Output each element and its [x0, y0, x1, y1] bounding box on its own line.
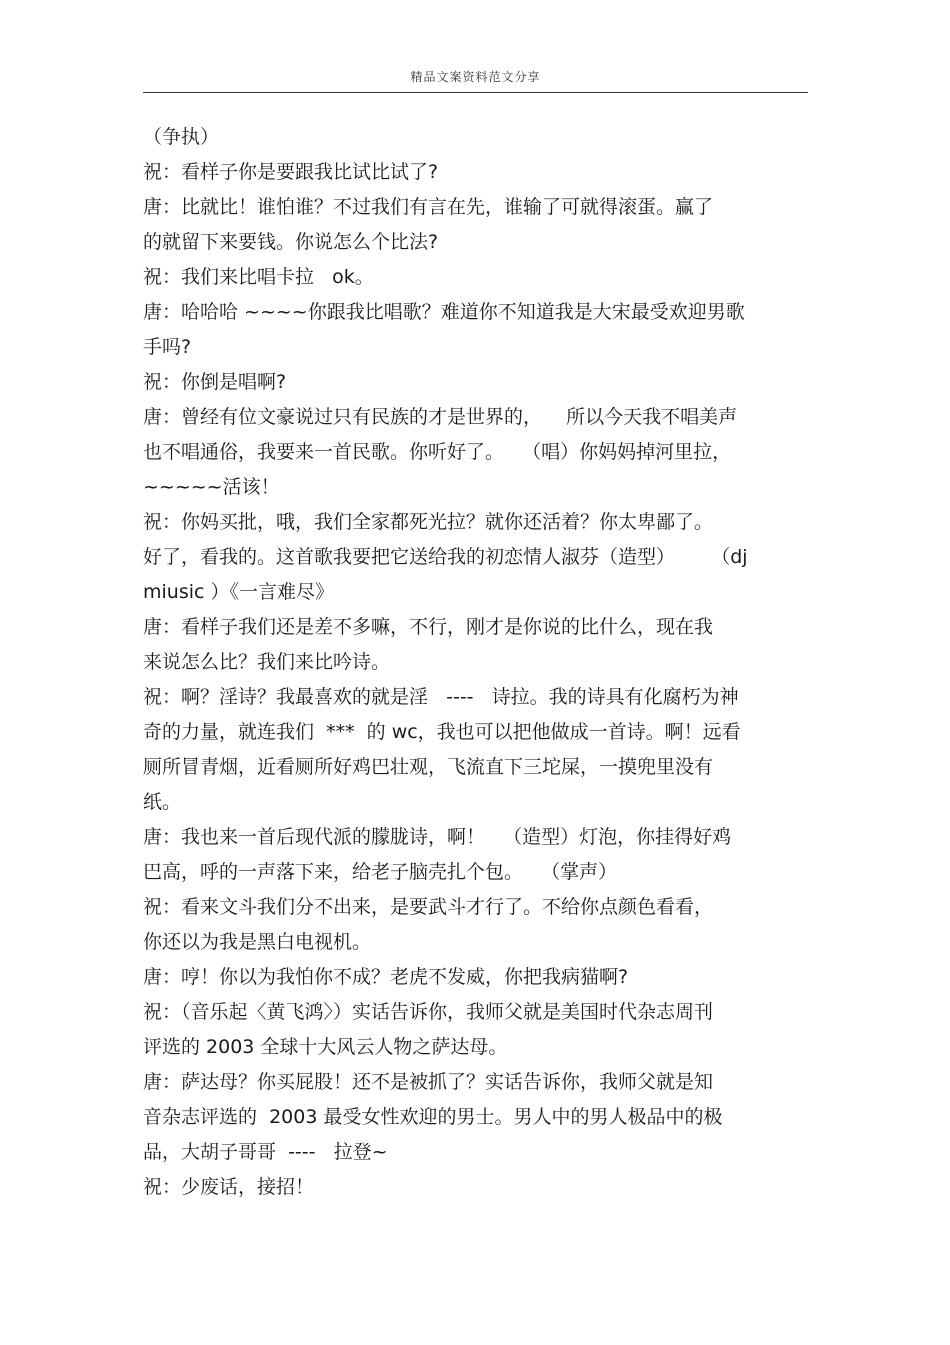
text-line: 祝：我们来比唱卡拉 ok。 — [143, 266, 374, 288]
text-line: 也不唱通俗，我要来一首民歌。你听好了。 （唱）你妈妈掉河里拉， — [143, 441, 732, 463]
text-line: 唐：比就比！谁怕谁？不过我们有言在先，谁输了可就得滚蛋。赢了 — [143, 196, 714, 218]
text-line: （争执） — [143, 126, 220, 148]
text-line: 评选的 2003 全球十大风云人物之萨达母。 — [143, 1036, 508, 1058]
text-line: 唐：哼！你以为我怕你不成？老虎不发威，你把我病猫啊? — [143, 966, 629, 988]
text-line: 祝：啊？淫诗？我最喜欢的就是淫 ---- 诗拉。我的诗具有化腐朽为神 — [143, 686, 739, 708]
document-body — [143, 120, 808, 1205]
text-line: 品，大胡子哥哥 ---- 拉登~ — [143, 1141, 388, 1163]
page-header — [143, 60, 808, 93]
text-line: 唐：哈哈哈 ~~~~你跟我比唱歌？难道你不知道我是大宋最受欢迎男歌 — [143, 301, 745, 323]
text-line: 唐：曾经有位文豪说过只有民族的才是世界的， 所以今天我不唱美声 — [143, 406, 738, 428]
text-line: 你还以为我是黑白电视机。 — [143, 931, 372, 953]
text-line: 唐：看样子我们还是差不多嘛，不行，刚才是你说的比什么，现在我 — [143, 616, 714, 638]
text-line: miusic ）《一言难尽》 — [143, 581, 334, 603]
text-line: 手吗? — [143, 336, 192, 358]
text-line: 祝：（音乐起〈黄飞鸿〉）实话告诉你，我师父就是美国时代杂志周刊 — [143, 1001, 714, 1023]
text-line: 纸。 — [143, 791, 182, 813]
text-line: 祝：你妈买批，哦，我们全家都死光拉？就你还活着？你太卑鄙了。 — [143, 511, 714, 533]
header-title: 精品文案资料范文分享 — [410, 70, 541, 84]
text-line: 音杂志评选的 2003 最受女性欢迎的男士。男人中的男人极品中的极 — [143, 1106, 723, 1128]
text-line: 祝：看样子你是要跟我比试比试了? — [143, 161, 439, 183]
text-line: 唐：萨达母？你买屁股！还不是被抓了？实话告诉你，我师父就是知 — [143, 1071, 714, 1093]
text-line: 来说怎么比？我们来比吟诗。 — [143, 651, 391, 673]
text-line: 祝：看来文斗我们分不出来，是要武斗才行了。不给你点颜色看看， — [143, 896, 714, 918]
text-line: ~~~~~活该！ — [143, 476, 280, 498]
text-line: 的就留下来要钱。你说怎么个比法? — [143, 231, 439, 253]
text-line: 巴高，呼的一声落下来，给老子脑壳扎个包。 （掌声） — [143, 861, 618, 883]
text-line: 好了，看我的。这首歌我要把它送给我的初恋情人淑芬（造型） （dj — [143, 546, 748, 568]
text-line: 奇的力量，就连我们 *** 的 wc，我也可以把他做成一首诗。啊！远看 — [143, 721, 741, 743]
text-line: 厕所冒青烟，近看厕所好鸡巴壮观，飞流直下三坨屎，一摸兜里没有 — [143, 756, 714, 778]
text-line: 唐：我也来一首后现代派的朦胧诗，啊！ （造型）灯泡，你挂得好鸡 — [143, 826, 732, 848]
text-line: 祝：你倒是唱啊? — [143, 371, 287, 393]
text-line: 祝：少废话，接招！ — [143, 1176, 315, 1198]
